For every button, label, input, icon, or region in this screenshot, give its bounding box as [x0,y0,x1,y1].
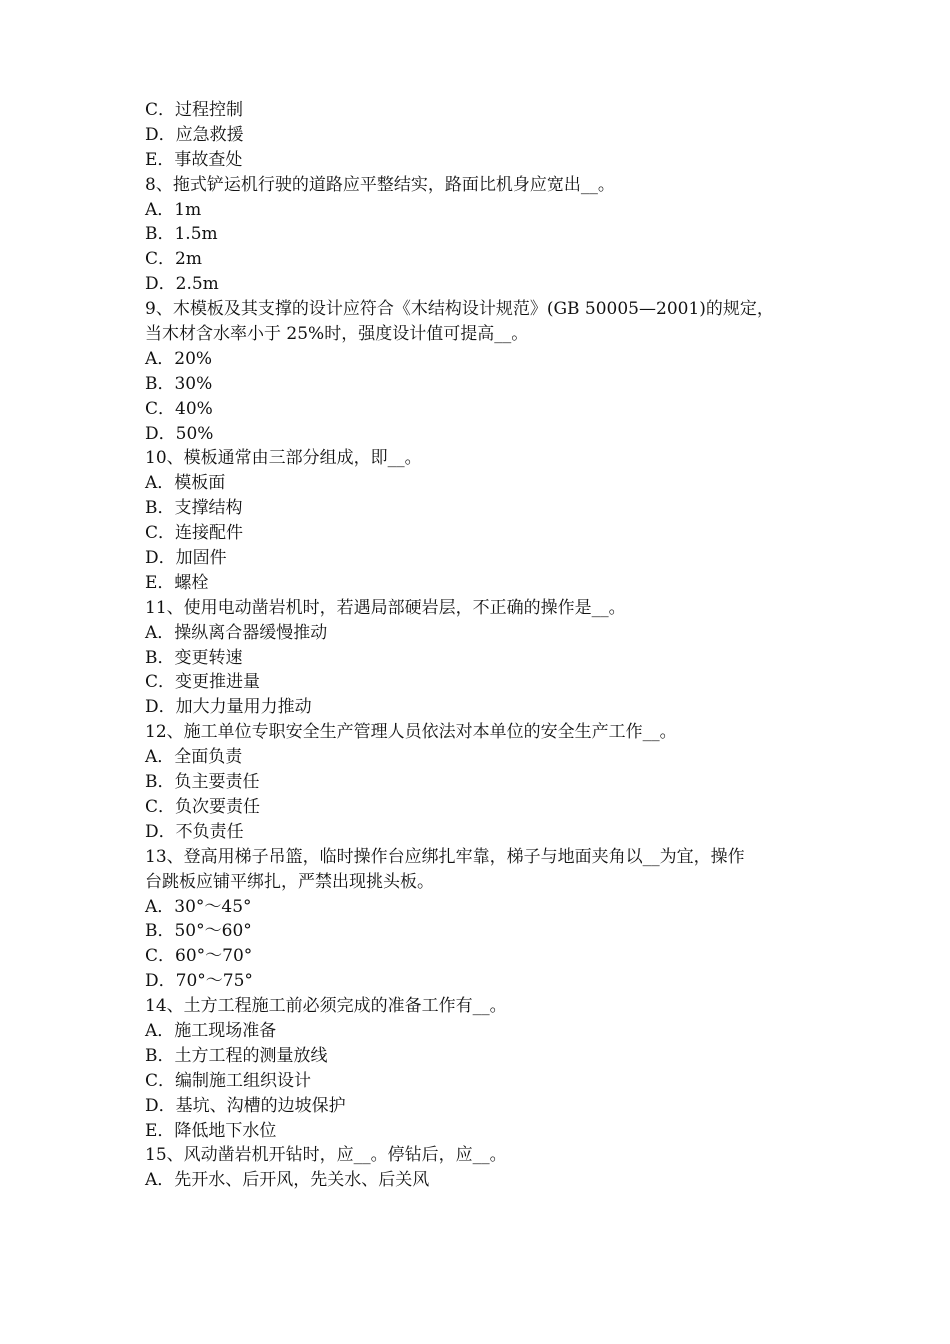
option-line: D．50% [145,423,214,444]
option-line: B．负主要责任 [145,772,260,793]
option-line: B．土方工程的测量放线 [145,1045,328,1066]
option-line: C．编制施工组织设计 [145,1070,312,1091]
option-line: C．40% [145,398,213,419]
option-line: A．1m [145,199,202,220]
option-line: A．操纵离合器缓慢推动 [145,622,328,643]
question-11: 11、使用电动凿岩机时，若遇局部硬岩层，不正确的操作是__。 [145,597,626,618]
question-14: 14、土方工程施工前必须完成的准备工作有__。 [145,996,507,1017]
option-line: D．基坑、沟槽的边坡保护 [145,1095,346,1116]
option-line: B．50°～60° [145,921,252,942]
question-9: 9、木模板及其支撑的设计应符合《木结构设计规范》(GB 50005—2001)的规定， [145,299,774,320]
question-9-continued: 当木材含水率小于 25%时，强度设计值可提高__。 [145,324,529,345]
option-line: D．70°～75° [145,971,253,992]
option-line: D．不负责任 [145,821,244,842]
option-line: C．负次要责任 [145,796,261,817]
option-line: A．模板面 [145,473,226,494]
document-page [145,98,815,1193]
question-12: 12、施工单位专职安全生产管理人员依法对本单位的安全生产工作__。 [145,722,677,743]
option-line: A．全面负责 [145,747,243,768]
option-line: D．加大力量用力推动 [145,697,312,718]
option-line: D．加固件 [145,548,227,569]
option-line: A．30°～45° [145,896,252,917]
option-line: D．2.5m [145,274,219,295]
option-line: A．20% [145,348,213,369]
question-15: 15、风动凿岩机开钻时，应__。停钻后，应__。 [145,1145,507,1166]
option-line: B．支撑结构 [145,498,243,519]
option-line: E．事故查处 [145,149,243,170]
question-13: 13、登高用梯子吊篮，临时操作台应绑扎牢靠，梯子与地面夹角以__为宜，操作 [145,846,745,867]
option-line: A．施工现场准备 [145,1020,277,1041]
option-line: C．过程控制 [145,100,244,120]
option-line: B．30% [145,373,213,394]
option-line: E．螺栓 [145,572,209,593]
option-line: E．降低地下水位 [145,1120,277,1141]
option-line: D．应急救援 [145,124,244,145]
option-line: C．2m [145,249,202,270]
option-line: A．先开水、后开风，先关水、后关风 [145,1170,430,1191]
question-8: 8、拖式铲运机行驶的道路应平整结实，路面比机身应宽出__。 [145,174,615,195]
option-line: C．连接配件 [145,523,244,544]
option-line: B．变更转速 [145,647,243,668]
option-line: B．1.5m [145,224,218,245]
option-line: C．变更推进量 [145,672,261,693]
question-13-continued: 台跳板应铺平绑扎，严禁出现挑头板。 [145,871,434,892]
question-10: 10、模板通常由三部分组成，即__。 [145,448,422,469]
option-line: C．60°～70° [145,946,253,967]
